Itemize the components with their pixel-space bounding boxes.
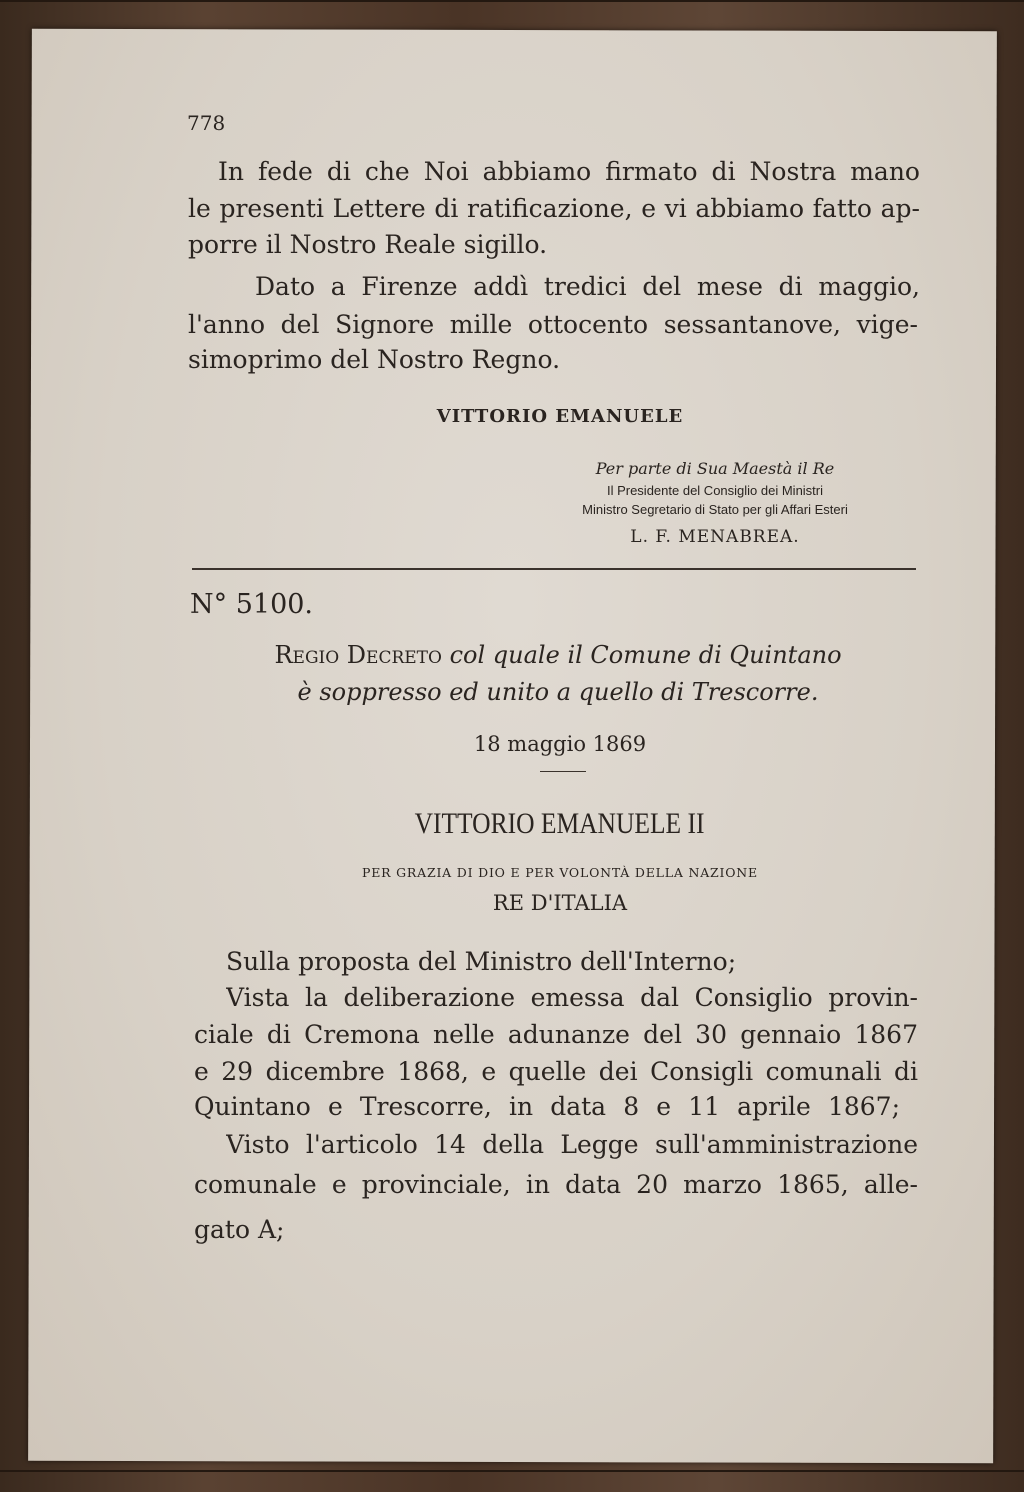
decree-number: N° 5100. <box>190 589 314 620</box>
text-line: porre il Nostro Reale sigillo. <box>188 230 548 259</box>
royal-signature: VITTORIO EMANUELE <box>436 406 684 427</box>
text-line: Dato a Firenze addì tredici del mese di maggio, <box>255 272 920 301</box>
body-line: comunale e provinciale, in data 20 marzo 1865, alle- <box>194 1170 918 1199</box>
body-line: Quintano e Trescorre, in data 8 e 11 aprile 1867; <box>194 1092 900 1121</box>
king-title: RE D'ITALIA <box>492 891 628 915</box>
king-name-text: VITTORIO EMANUELE II <box>415 807 705 840</box>
body-line: gato A; <box>194 1215 285 1244</box>
countersign-line: Il Presidente del Consiglio dei Ministri <box>606 483 824 498</box>
text-line: l'anno del Signore mille ottocento sessantanove, vige- <box>188 310 918 339</box>
text-line: le presenti Lettere di ratificazione, e vi abbiamo fatto ap- <box>188 194 920 223</box>
body-line: Visto l'articolo 14 della Legge sull'amministrazione <box>226 1130 918 1159</box>
countersign-line: Ministro Segretario di Stato per gli Affari Esteri <box>582 502 848 517</box>
text-line: In fede di che Noi abbiamo firmato di Nostra mano <box>218 157 920 186</box>
body-line: ciale di Cremona nelle adunanze del 30 gennaio 1867 <box>194 1020 918 1049</box>
decree-title-line1 <box>190 640 926 670</box>
wood-plank-edge <box>0 0 1024 2</box>
decree-title-line2: è soppresso ed unito a quello di Trescorre. <box>297 678 819 706</box>
body-line: Sulla proposta del Ministro dell'Interno; <box>226 947 737 976</box>
text-line: simoprimo del Nostro Regno. <box>188 345 561 374</box>
divider <box>192 568 916 570</box>
king-name <box>310 809 810 839</box>
king-grace: PER GRAZIA DI DIO E PER VOLONTÀ DELLA NAZIONE <box>362 865 758 880</box>
short-divider <box>540 771 586 772</box>
body-line: e 29 dicembre 1868, e quelle dei Consigli comunali di <box>194 1057 918 1086</box>
countersign-line: Per parte di Sua Maestà il Re <box>595 459 835 478</box>
page-number: 778 <box>187 111 226 135</box>
decree-type: Regio Decreto <box>274 641 442 669</box>
decree-subject: col quale il Comune di Quintano <box>449 641 842 669</box>
wood-plank-edge <box>0 1470 1024 1472</box>
body-line: Vista la deliberazione emessa dal Consiglio provin- <box>226 983 918 1012</box>
minister-name: L. F. MENABREA. <box>630 527 800 547</box>
decree-date: 18 maggio 1869 <box>473 732 647 756</box>
